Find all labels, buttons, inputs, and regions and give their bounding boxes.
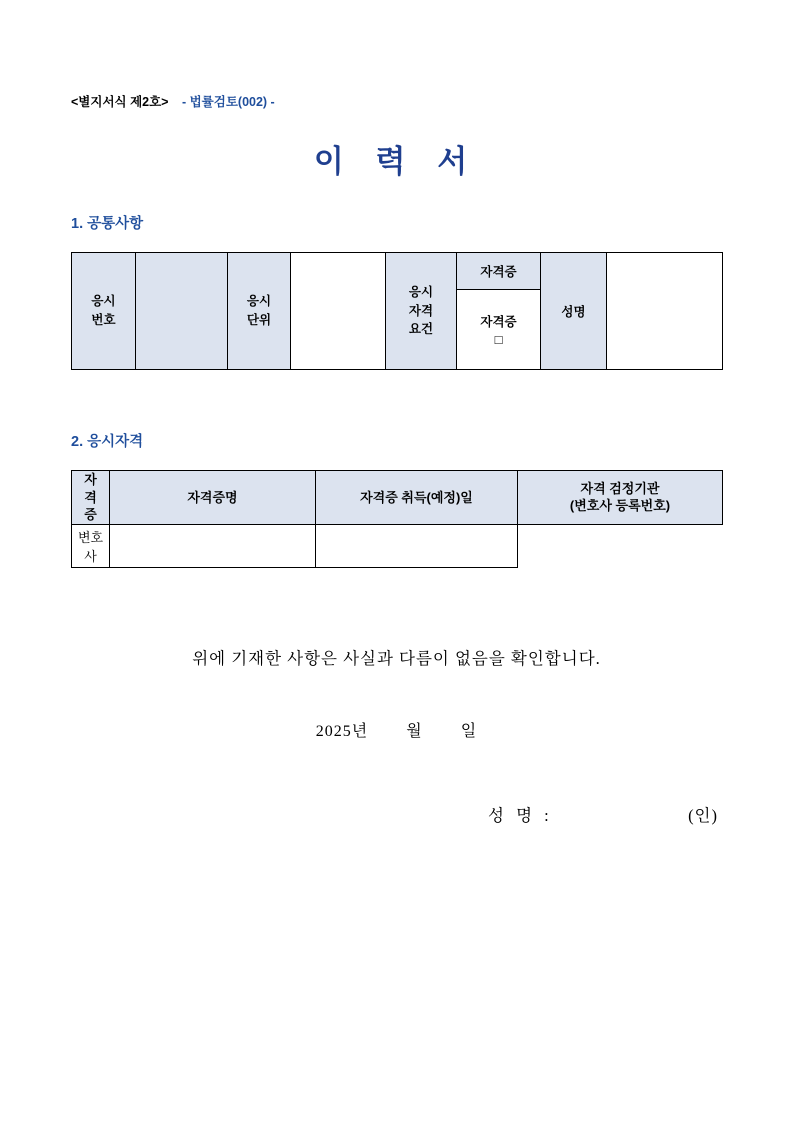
cell-certificate-checkbox[interactable] bbox=[457, 289, 541, 369]
seal-mark: (인) bbox=[688, 806, 718, 825]
cell-exam-number-value[interactable] bbox=[136, 253, 228, 370]
column-certificate-name: 자격증명 bbox=[110, 471, 316, 525]
date-month: 월 bbox=[406, 723, 423, 740]
legal-review-tag: - 법률검토(002) - bbox=[181, 95, 275, 109]
section-heading-common: 1. 공통사항 bbox=[71, 216, 144, 232]
column-issuing-authority: 자격 검정기관 (변호사 등록번호) bbox=[518, 471, 723, 525]
certificate-checkbox-icon[interactable]: □ bbox=[494, 331, 503, 347]
date-year: 2025년 bbox=[315, 723, 369, 740]
cell-exam-unit-label: 응시 단위 bbox=[228, 253, 291, 370]
common-info-table bbox=[71, 252, 723, 370]
date-line bbox=[0, 718, 793, 741]
certificate-sub-label: 자격증 bbox=[480, 314, 517, 329]
signature-line bbox=[0, 802, 793, 826]
cell-certificate-group-label: 자격증 bbox=[457, 253, 541, 290]
date-day: 일 bbox=[460, 723, 478, 740]
table-row bbox=[72, 524, 723, 567]
section-heading-qualification: 2. 응시자격 bbox=[71, 434, 144, 450]
qualification-row-label: 자 격 증 bbox=[72, 471, 110, 525]
page-title: 이 력 서 bbox=[313, 144, 480, 179]
cell-exam-requirement-label: 응시 자격 요건 bbox=[386, 253, 457, 370]
cell-acquisition-date[interactable] bbox=[110, 524, 316, 567]
cell-certificate-name[interactable]: 변호사 bbox=[72, 524, 110, 567]
cell-exam-number-label: 응시 번호 bbox=[72, 253, 136, 370]
confirmation-statement: 위에 기재한 사항은 사실과 다름이 없음을 확인합니다. bbox=[192, 649, 601, 668]
qualification-table bbox=[71, 470, 723, 568]
table-header-row bbox=[72, 471, 723, 525]
signature-label: 성 명 : bbox=[488, 806, 553, 825]
column-acquisition-date: 자격증 취득(예정)일 bbox=[316, 471, 518, 525]
form-header bbox=[71, 92, 275, 110]
cell-name-value[interactable] bbox=[607, 253, 723, 370]
cell-exam-unit-value[interactable] bbox=[291, 253, 386, 370]
form-number-label: <별지서식 제2호> bbox=[71, 95, 169, 109]
cell-name-label: 성명 bbox=[541, 253, 607, 370]
cell-issuing-authority[interactable] bbox=[316, 524, 518, 567]
